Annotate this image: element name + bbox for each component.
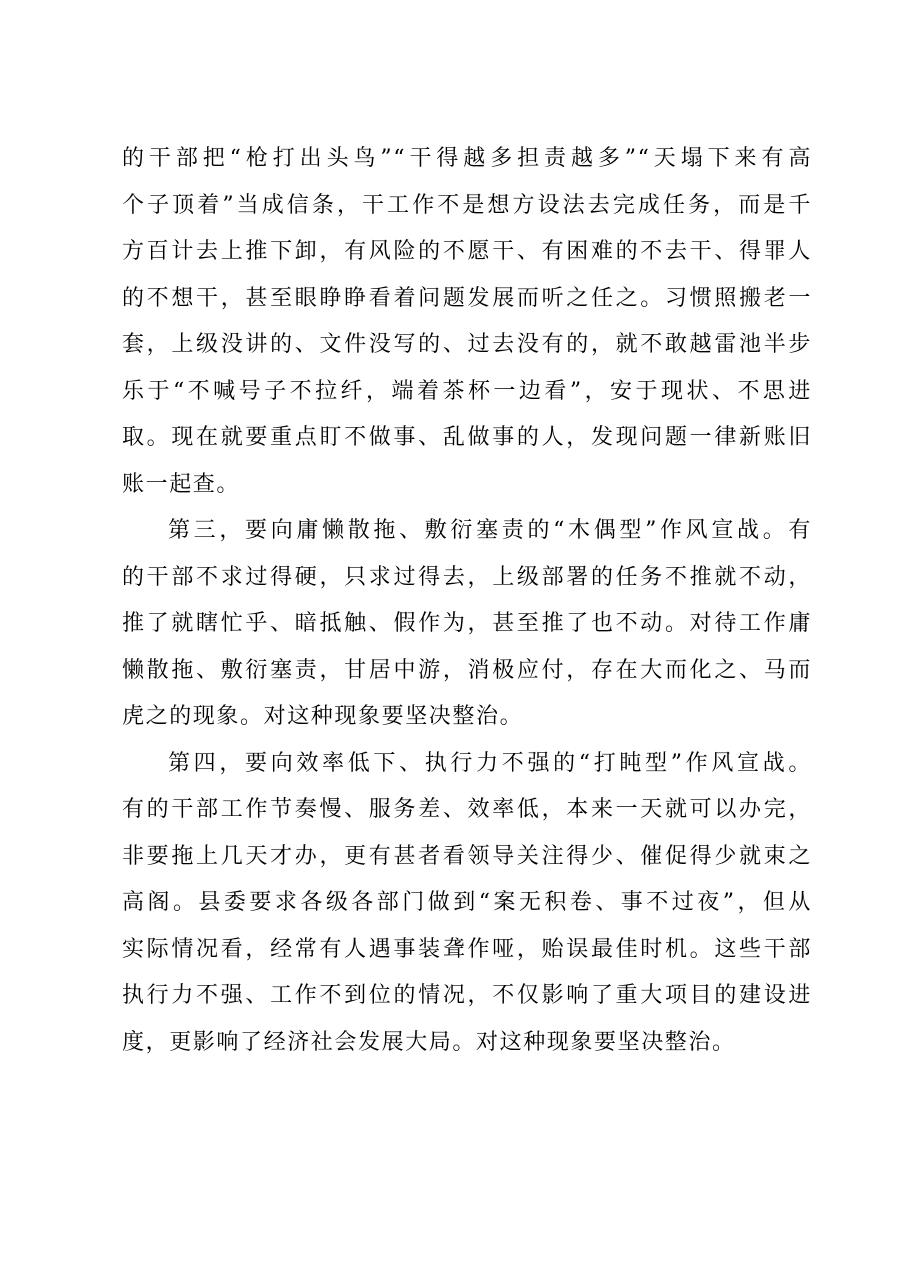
text-line: 推了就瞎忙乎、暗抵触、假作为，甚至推了也不动。对待工作庸: [122, 611, 812, 636]
document-body: [122, 136, 812, 1066]
text-line: 乐于“不喊号子不拉纤，端着茶杯一边看”，安于现状、不思进: [122, 378, 812, 404]
text-line: 的不想干，甚至眼睁睁看着问题发展而听之任之。习惯照搬老一: [122, 285, 812, 311]
text-line: 第三，要向庸懒散拖、敷衍塞责的“木偶型”作风宣战。有: [168, 518, 812, 543]
text-line: 套，上级没讲的、文件没写的、过去没有的，就不敢越雷池半步: [122, 332, 812, 357]
text-line: 取。现在就要重点盯不做事、乱做事的人，发现问题一律新账旧: [122, 425, 812, 450]
text-line: 虎之的现象。对这种现象要坚决整治。: [122, 704, 524, 729]
paragraph-third-point: [122, 508, 812, 741]
text-line: 个子顶着”当成信条，干工作不是想方设法去完成任务，而是千: [122, 192, 812, 218]
text-line: 实际情况看，经常有人遇事装聋作哑，贻误最佳时机。这些干部: [122, 936, 812, 962]
paragraph-continued: [122, 136, 812, 508]
text-line: 账一起查。: [122, 471, 241, 497]
text-line: 的干部不求过得硬，只求过得去，上级部署的任务不推就不动，: [122, 564, 812, 590]
text-line: 度，更影响了经济社会发展大局。对这种现象要坚决整治。: [122, 1029, 736, 1055]
text-line: 懒散拖、敷衍塞责，甘居中游，消极应付，存在大而化之、马而: [122, 657, 812, 683]
text-line: 执行力不强、工作不到位的情况，不仅影响了重大项目的建设进: [122, 983, 812, 1008]
paragraph-fourth-point: [122, 741, 812, 1067]
text-line: 高阁。县委要求各级各部门做到“案无积卷、事不过夜”，但从: [122, 890, 812, 915]
text-line: 有的干部工作节奏慢、服务差、效率低，本来一天就可以办完，: [122, 797, 812, 822]
text-line: 方百计去上推下卸，有风险的不愿干、有困难的不去干、得罪人: [122, 239, 812, 264]
text-line: 非要拖上几天才办，更有甚者看领导关注得少、催促得少就束之: [122, 843, 812, 869]
text-line: 的干部把“枪打出头鸟”“干得越多担责越多”“天塌下来有高: [122, 146, 812, 171]
text-line: 第四，要向效率低下、执行力不强的“打盹型”作风宣战。: [168, 750, 812, 776]
